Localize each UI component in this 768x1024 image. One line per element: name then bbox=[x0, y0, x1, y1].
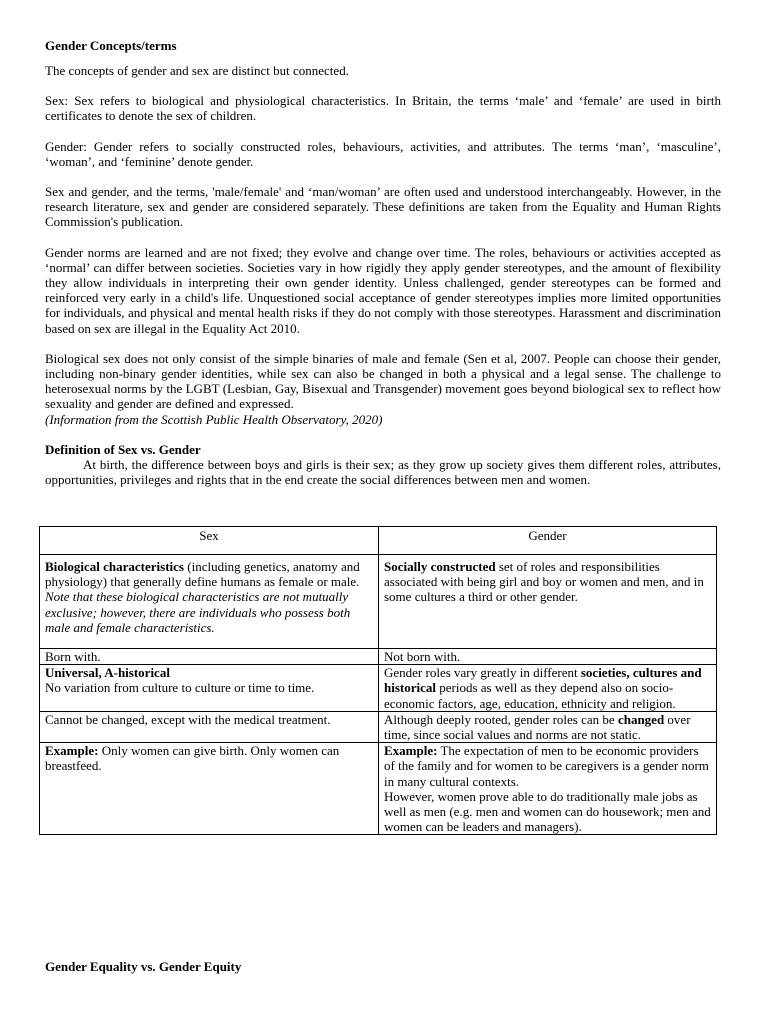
table-cell-sex: Cannot be changed, except with the medical treatment. bbox=[40, 711, 379, 742]
cell-text: Gender roles vary greatly in different bbox=[384, 665, 581, 681]
bold-text: Universal, A-historical bbox=[45, 665, 170, 681]
sex-definition-paragraph: Sex: Sex refers to biological and physiological characteristics. In Britain, the terms ‘male’ and ‘female’ are used in birth certificates to denote the sex of children. bbox=[45, 93, 721, 124]
section-title-equality-vs-equity: Gender Equality vs. Gender Equity bbox=[45, 959, 242, 974]
table-cell-gender bbox=[379, 665, 717, 712]
intro-paragraph: The concepts of gender and sex are distinct but connected. bbox=[45, 63, 349, 78]
italic-note: Note that these biological characteristics are not mutually exclusive; however, there are individuals who possess both male and female characteristics. bbox=[45, 589, 351, 635]
cell-text: Only women can give birth. Only women can breastfeed. bbox=[45, 743, 340, 774]
cell-text: Although deeply rooted, gender roles can be bbox=[384, 711, 618, 727]
gender-norms-paragraph: Gender norms are learned and are not fixed; they evolve and change over time. The roles, behaviours or activities accepted as ‘normal’ can differ between societies. Societies vary in how rigidly they apply gender stereotypes, and the amount of flexibility they allow individuals in interpreting their own gender identity. Unless challenged, gender stereotypes can be formed and reinforced very early in a child's life. Unquestioned social acceptance of gender stereotypes implies more limited opportunities for individuals, and physical and mental health risks if they do not comply with those stereotypes. Harassment and discrimination based on sex are illegal in the Equality Act 2010. bbox=[45, 244, 721, 336]
cell-text: The expectation of men to be economic providers of the family and for women to be caregivers is a gender norm in many cultural contexts. bbox=[384, 743, 709, 789]
table-row bbox=[40, 555, 717, 649]
table-row bbox=[40, 743, 717, 835]
table-cell-gender bbox=[379, 711, 717, 742]
bold-text: societies, cultures and historical bbox=[384, 665, 702, 696]
sex-gender-table bbox=[39, 526, 717, 835]
bold-text: Biological characteristics bbox=[45, 559, 184, 574]
cell-text: over time, since social values and norms are not static. bbox=[384, 711, 691, 743]
gender-definition-paragraph: Gender: Gender refers to socially constructed roles, behaviours, activities, and attributes. The terms ‘man’, ‘masculine’, ‘woman’, and ‘feminine’ denote gender. bbox=[45, 138, 721, 169]
table-cell-gender: Not born with. bbox=[379, 649, 717, 665]
section-title-sex-vs-gender: Definition of Sex vs. Gender bbox=[45, 441, 201, 457]
cell-text: However, women prove able to do traditionally male jobs as well as men (e.g. men and women can do housework; men and women can be leaders and managers). bbox=[384, 788, 711, 835]
table-row bbox=[40, 665, 717, 712]
table-cell-sex: Born with. bbox=[40, 649, 379, 665]
table-cell-sex bbox=[40, 665, 379, 712]
table-row bbox=[40, 649, 717, 665]
table-row bbox=[40, 711, 717, 742]
source-citation: (Information from the Scottish Public Health Observatory, 2020) bbox=[45, 411, 383, 427]
cell-text: No variation from culture to culture or time to time. bbox=[45, 680, 315, 696]
bold-text: changed bbox=[617, 711, 665, 727]
table-cell-gender bbox=[379, 743, 717, 835]
table-cell-sex bbox=[40, 743, 379, 835]
table-cell-gender bbox=[379, 555, 717, 649]
table-header-row bbox=[40, 527, 717, 555]
bold-text: Example: bbox=[384, 743, 438, 759]
cell-text: set of roles and responsibilities associated with being girl and boy or women and men, and in some cultures a third or other gender. bbox=[384, 559, 704, 605]
section-title-gender-concepts: Gender Concepts/terms bbox=[45, 38, 177, 53]
sex-vs-gender-intro: At birth, the difference between boys and girls is their sex; as they grow up society gives them different roles, attributes, opportunities, privileges and rights that in the end create the social differences between men and women. bbox=[45, 456, 721, 488]
interchange-paragraph: Sex and gender, and the terms, 'male/female' and ‘man/woman’ are often used and understood interchangeably. However, in the research literature, sex and gender are considered separately. These definitions are taken from the Equality and Human Rights Commission's publication. bbox=[45, 184, 721, 230]
document-body bbox=[45, 38, 721, 487]
bold-text: Socially constructed bbox=[384, 559, 496, 574]
table-cell-sex bbox=[40, 555, 379, 649]
table-header-gender: Gender bbox=[379, 527, 717, 555]
cell-text: (including genetics, anatomy and physiology) that generally define humans as female or male. bbox=[45, 559, 360, 590]
bold-text: Example: bbox=[45, 743, 99, 759]
table-header-sex: Sex bbox=[40, 527, 379, 555]
cell-text: periods as well as they depend also on socio-economic factors, age, education, ethnicity and religion. bbox=[384, 680, 676, 711]
biological-sex-paragraph: Biological sex does not only consist of the simple binaries of male and female (Sen et al, 2007. People can choose their gender, including non-binary gender identities, while sex can also be changed in both a physical and a legal sense. The challenge to heterosexual norms by the LGBT (Lesbian, Gay, Bisexual and Transgender) movement goes beyond biological sex to reflect how sexuality and gender are defined and expressed. bbox=[45, 350, 721, 412]
